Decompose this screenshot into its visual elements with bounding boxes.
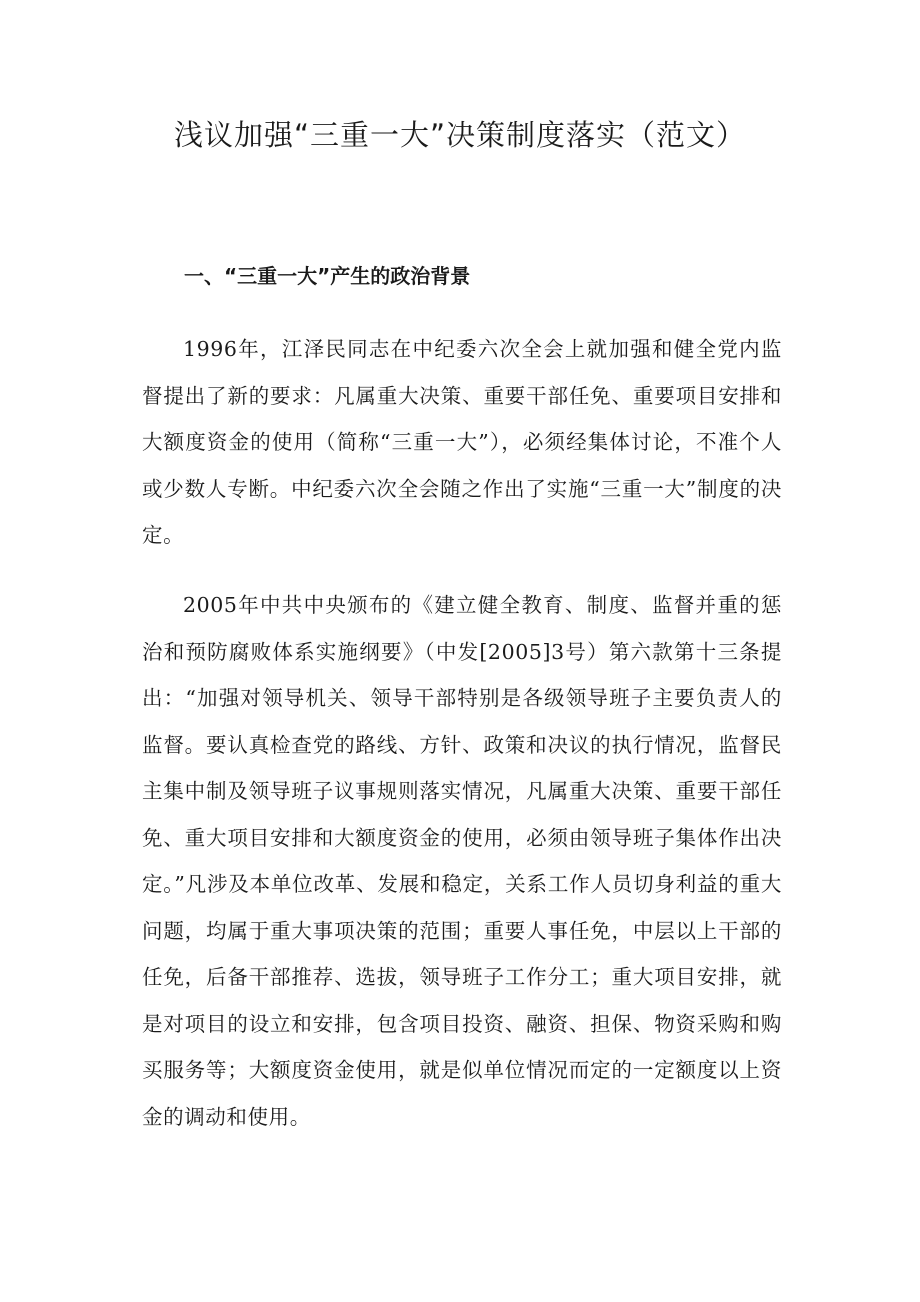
document-title: 浅议加强“三重一大”决策制度落实（范文） — [173, 118, 747, 152]
body-paragraph-2: 2005年中共中央颁布的《建立健全教育、制度、监督并重的惩治和预防腐败体系实施纲要》（中发[2005]3号）第六款第十三条提出：“加强对领导机关、领导干部特别是各级领导班子主要负责人的监督。要认真检查党的路线、方针、政策和决议的执行情况，监督民主集中制及领导班子议事规则落实情况，凡属重大决策、重要干部任免、重大项目安排和大额度资金的使用，必须由领导班子集体作出决定。”凡涉及本单位改革、发展和稳定，关系工作人员切身利益的重大问题，均属于重大事项决策的范围；重要人事任免，中层以上干部的任免，后备干部推荐、选拔，领导班子工作分工；重大项目安排，就是对项目的设立和安排，包含项目投资、融资、担保、物资采购和购买服务等；大额度资金使用，就是似单位情况而定的一定额度以上资金的调动和使用。 — [142, 593, 782, 1129]
section-heading: 一、“三重一大”产生的政治背景 — [184, 264, 471, 288]
body-paragraph-1: 1996年，江泽民同志在中纪委六次全会上就加强和健全党内监督提出了新的要求：凡属重大决策、重要干部任免、重要项目安排和大额度资金的使用（简称“三重一大”），必须经集体讨论，不准个人或少数人专断。中纪委六次全会随之作出了实施“三重一大”制度的决定。 — [142, 337, 782, 547]
